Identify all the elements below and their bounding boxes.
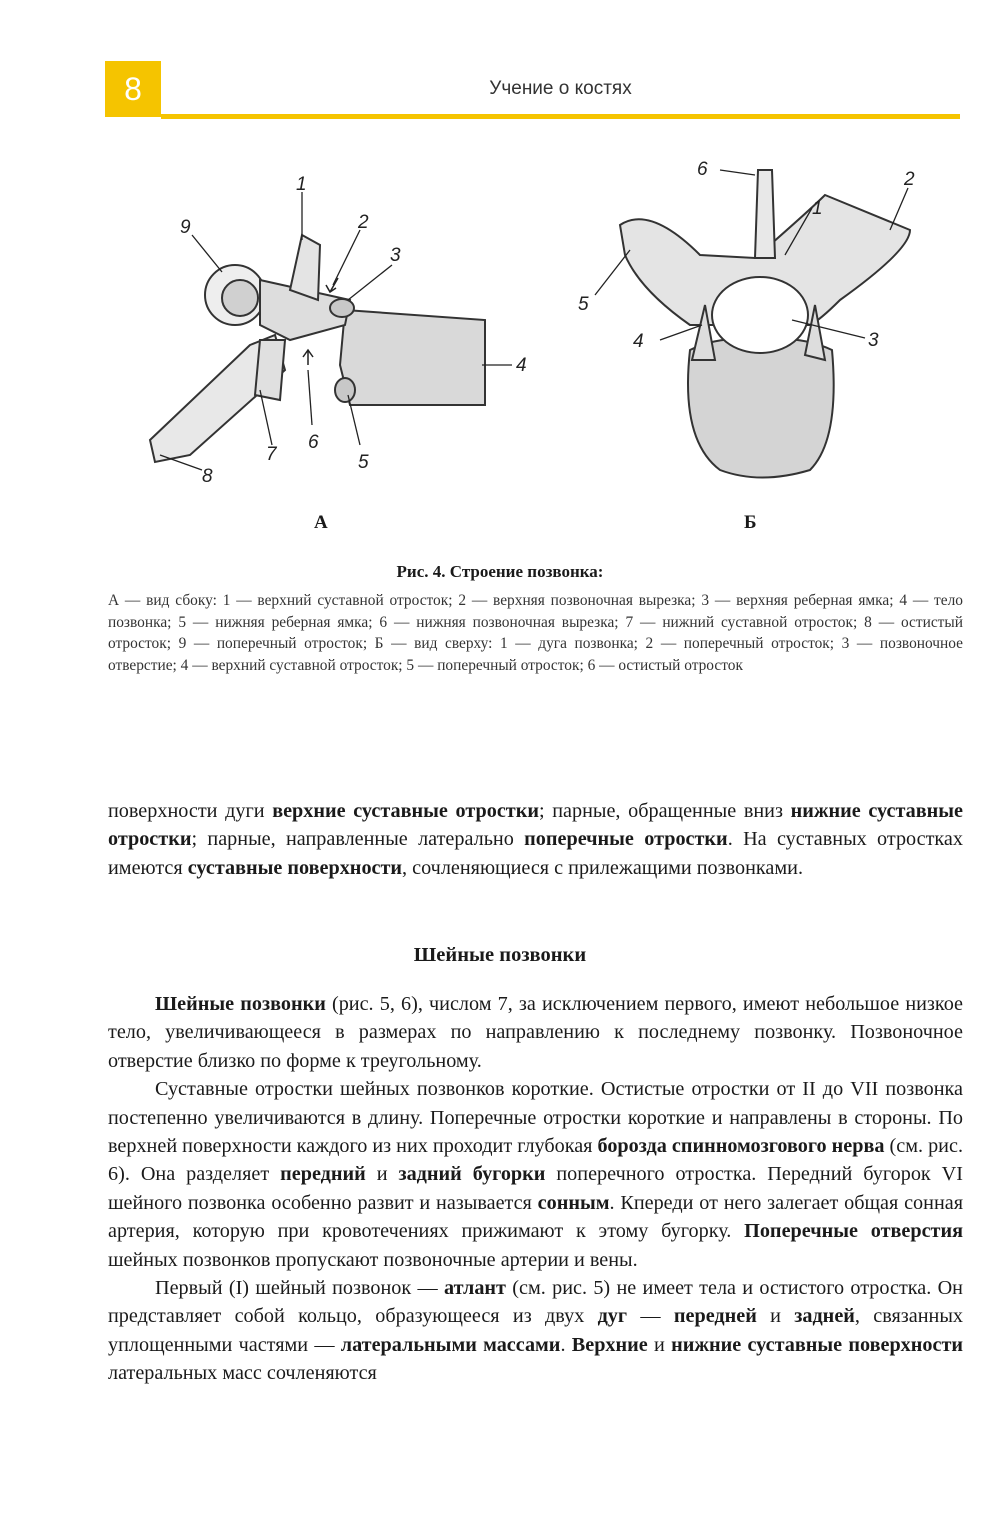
running-title: Учение о костях bbox=[489, 78, 632, 99]
label-a-8: 8 bbox=[202, 466, 213, 487]
inferior-articular-process bbox=[255, 340, 285, 400]
bold-term: Верхние bbox=[571, 1333, 648, 1356]
text-span: — bbox=[627, 1305, 674, 1328]
text-span: ; парные, обращенные вниз bbox=[538, 800, 791, 822]
vertebra-top-view bbox=[620, 170, 910, 478]
section-heading: Шейные позвонки bbox=[413, 944, 587, 966]
text-span: (см. рис. 6). Она разделяет bbox=[108, 1135, 963, 1186]
label-a-1: 1 bbox=[296, 174, 307, 195]
vertebral-body bbox=[340, 310, 485, 405]
label-b-1: 1 bbox=[812, 198, 823, 219]
label-a-2: 2 bbox=[358, 212, 369, 233]
text-span: и bbox=[756, 1305, 795, 1328]
label-a-7: 7 bbox=[266, 444, 277, 465]
text-span: Суставные отростки шейных позвонков короткие. Остистые отростки от II до VII позвонка постепенно увеличиваются в длину. Поперечные отростки короткие и направлены в стороны. По верхней поверхности каждого из них проходит глубокая bbox=[108, 1078, 963, 1158]
body-paragraph-4 bbox=[108, 1274, 963, 1388]
vertebra-illustration bbox=[120, 150, 915, 550]
bold-term: передний bbox=[280, 1163, 366, 1186]
bold-term: сонным bbox=[537, 1191, 610, 1214]
label-a-9: 9 bbox=[180, 217, 191, 238]
text-span: и bbox=[365, 1163, 399, 1186]
bold-term: поперечные отростки bbox=[524, 828, 728, 851]
spinous-process-b bbox=[755, 170, 775, 258]
figure-vertebra bbox=[120, 150, 915, 550]
page-number: 8 bbox=[105, 61, 161, 117]
body-paragraph-1 bbox=[108, 797, 963, 882]
bold-term: передней bbox=[673, 1305, 757, 1328]
bold-term: нижние суставные отростки bbox=[108, 800, 963, 851]
bold-term: верхние суставные отростки bbox=[272, 800, 539, 822]
superior-articular-process bbox=[290, 235, 320, 300]
figure-caption-title: Рис. 4. Строение позвонка: bbox=[396, 562, 604, 581]
bold-term: задний бугорки bbox=[398, 1163, 546, 1186]
label-a-6: 6 bbox=[308, 432, 319, 453]
bold-term: нижние суставные поверхности bbox=[671, 1333, 964, 1356]
bold-term: дуг bbox=[597, 1305, 628, 1328]
header-rule bbox=[161, 114, 960, 119]
text-span: шейных позвонков пропускают позвоночные артерии и вены. bbox=[108, 1248, 638, 1271]
text-span: и bbox=[647, 1333, 672, 1356]
bold-term: латеральными массами bbox=[340, 1333, 561, 1356]
label-a-3: 3 bbox=[390, 245, 401, 266]
text-span: (рис. 5, 6), числом 7, за исключением первого, имеют небольшое низкое тело, увеличивающееся в размерах по направлению к последнему позвонку. Позвоночное отверстие близко по форме к треугольному. bbox=[108, 993, 963, 1072]
text-span: , сочленяющиеся с прилежащими позвонками. bbox=[402, 856, 804, 879]
label-b-4: 4 bbox=[633, 331, 644, 352]
body-paragraph-2 bbox=[108, 990, 963, 1075]
inferior-costal-facet bbox=[335, 378, 355, 402]
text-span: . bbox=[560, 1333, 572, 1356]
label-b-2: 2 bbox=[904, 169, 915, 190]
body-paragraph-3 bbox=[108, 1075, 963, 1274]
text-span: (см. рис. 5) не имеет тела и остистого отростка. Он представляет собой кольцо, образующееся из двух bbox=[108, 1277, 963, 1328]
bold-term: атлант bbox=[444, 1277, 506, 1300]
page-header bbox=[105, 61, 960, 117]
text-span: поверхности дуги bbox=[108, 800, 273, 822]
label-b-3: 3 bbox=[868, 330, 879, 351]
text-span: Первый (I) шейный позвонок — bbox=[155, 1277, 445, 1300]
bold-term: задней bbox=[794, 1305, 855, 1328]
bold-term: борозда спинномозгового нерва bbox=[597, 1135, 885, 1158]
bold-term: Шейные позвонки bbox=[155, 993, 326, 1015]
figure-caption-text: А — вид сбоку: 1 — верхний суставной отросток; 2 — верхняя позвоночная вырезка; 3 — верхняя реберная ямка; 4 — тело позвонка; 5 — нижняя реберная ямка; 6 — нижняя позвоночная вырезка; 7 — нижний суставной отросток; 8 — остистый отросток; 9 — поперечный отросток; Б — вид сверху: 1 — дуга позвонка; 2 — поперечный отросток; 3 — позвоночное отверстие; 4 — верхний суставной отросток; 5 — поперечный отросток; 6 — остистый отросток bbox=[108, 592, 963, 674]
text-span: . На суставных отростках имеются bbox=[108, 828, 963, 879]
vertebral-foramen bbox=[712, 277, 808, 353]
label-b-5: 5 bbox=[578, 294, 589, 315]
panel-letter-b: Б bbox=[744, 512, 757, 533]
label-a-5: 5 bbox=[358, 452, 369, 473]
label-a-4: 4 bbox=[516, 355, 527, 376]
label-b-6: 6 bbox=[697, 159, 708, 180]
text-span: поперечного отростка. Передний бугорок VI шейного позвонка особенно развит и называется bbox=[108, 1163, 963, 1214]
text-span: . Кпереди от него залегает общая сонная артерия, которую при кровотечениях прижимают к этому бугорку. bbox=[108, 1191, 963, 1243]
text-span: , связанных уплощенными частями — bbox=[108, 1305, 963, 1356]
bold-term: Поперечные отверстия bbox=[744, 1220, 963, 1243]
text-span: латеральных масс сочленяются bbox=[108, 1362, 377, 1385]
bold-term: суставные поверхности bbox=[187, 856, 403, 879]
panel-letter-a: А bbox=[314, 512, 328, 533]
vertebra-side-view bbox=[150, 235, 485, 462]
superior-costal-facet bbox=[330, 299, 354, 317]
text-span: ; парные, направленные латерально bbox=[191, 828, 525, 851]
body-text-cervical bbox=[108, 990, 963, 1388]
